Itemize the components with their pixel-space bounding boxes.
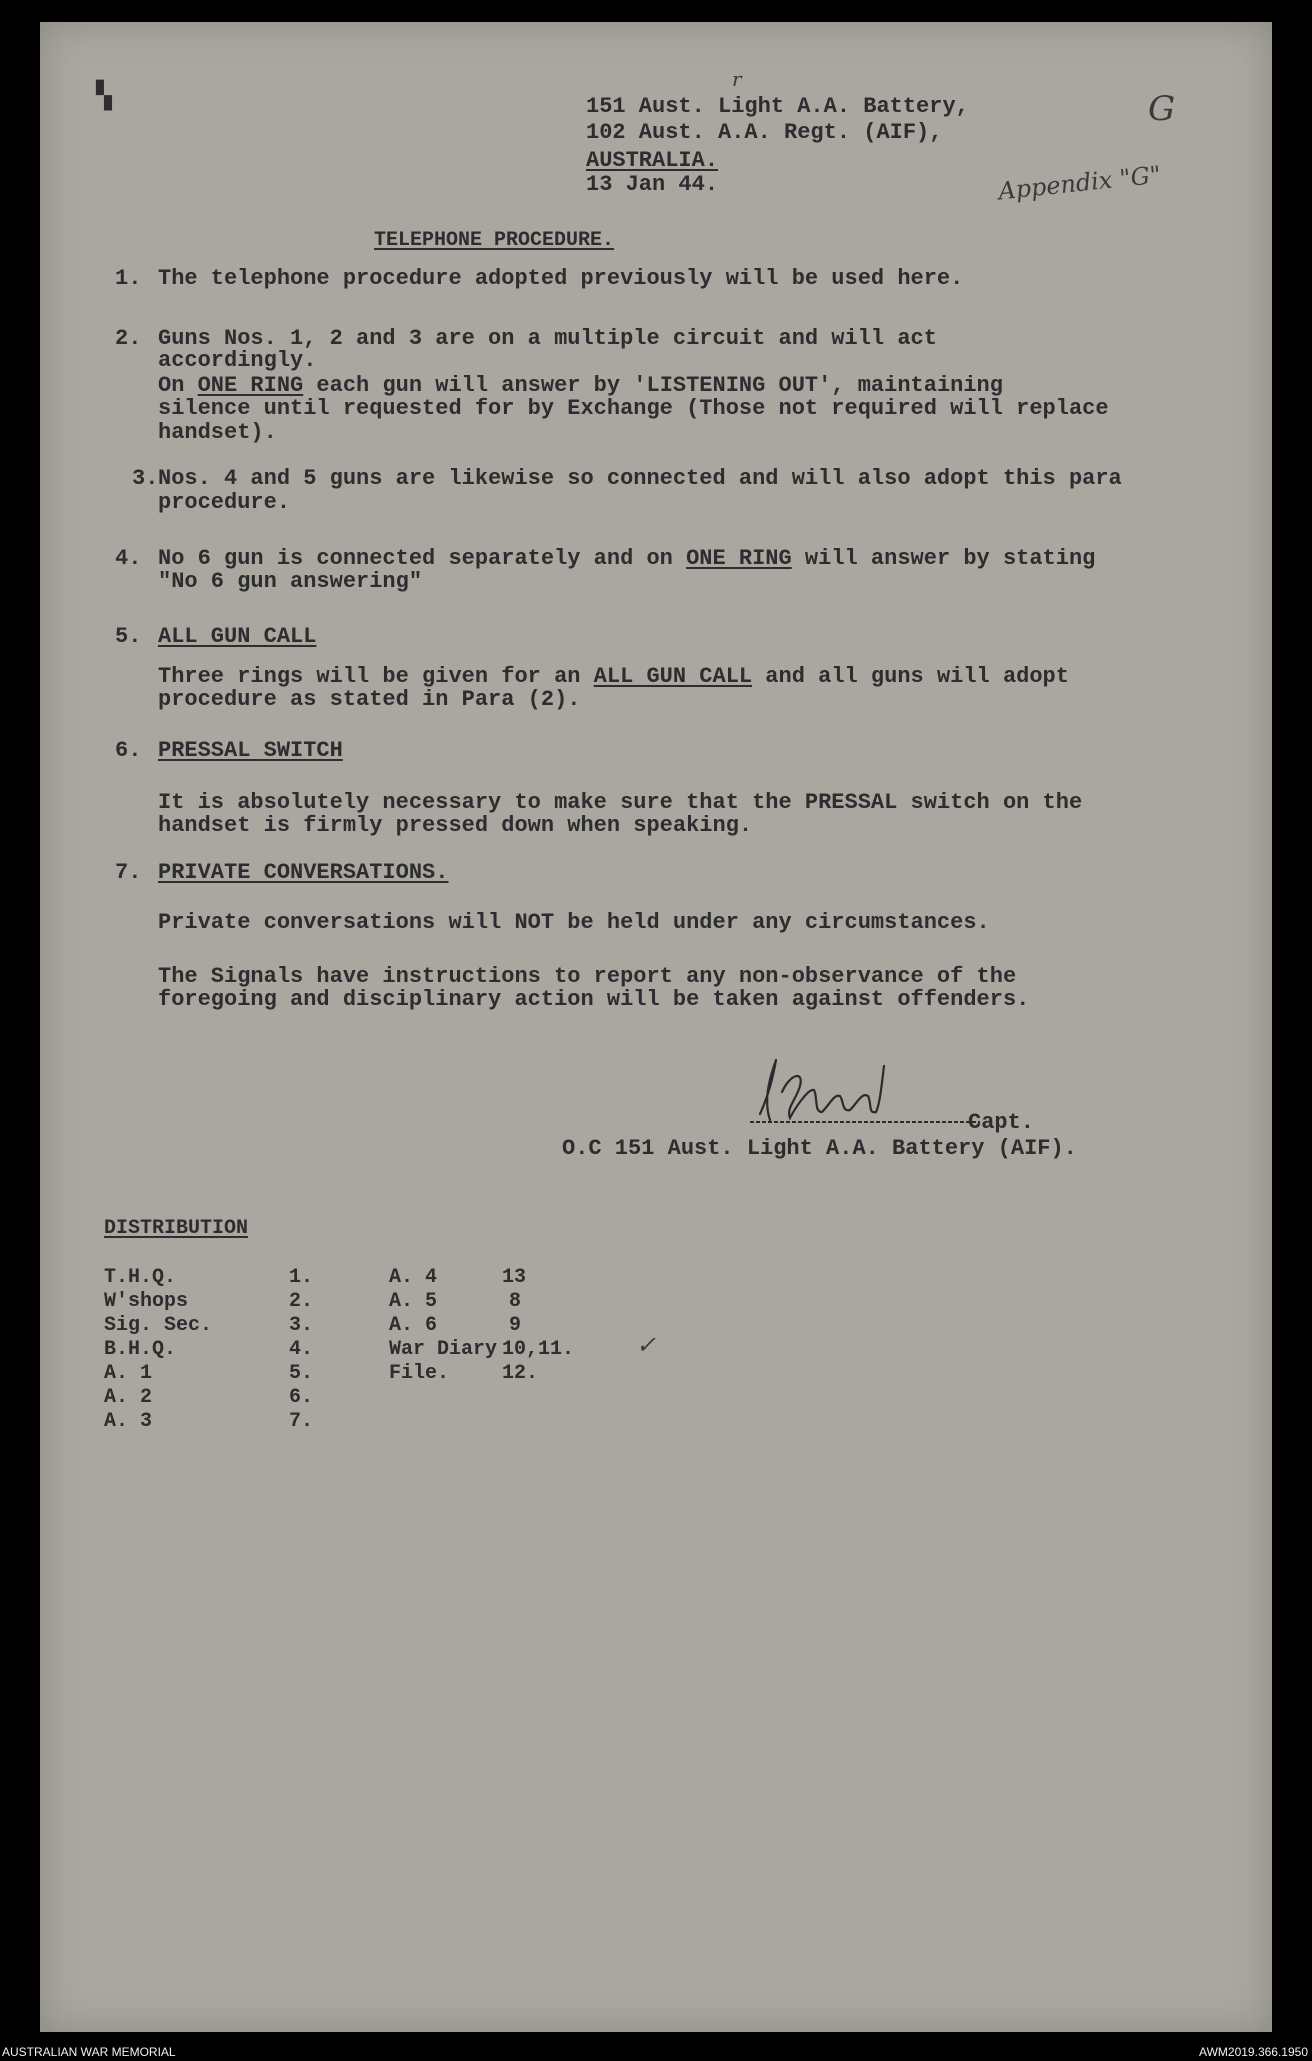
- header-unit-line: 151 Aust. Light A.A. Battery,: [586, 94, 969, 119]
- table-row: [104, 1338, 664, 1360]
- footer-institution: AUSTRALIAN WAR MEMORIAL: [2, 2045, 176, 2059]
- dist-recipient-2: File.: [389, 1362, 450, 1385]
- tick-mark: r: [732, 67, 742, 91]
- corner-mark: G: [1148, 89, 1176, 129]
- one-ring-term-2: ONE RING: [686, 546, 792, 571]
- table-row: [104, 1362, 664, 1384]
- table-row: [104, 1410, 664, 1432]
- distribution-title: DISTRIBUTION: [104, 1217, 249, 1240]
- appendix-annotation: Appendix "G": [996, 160, 1163, 206]
- para-5-line-1: [158, 666, 1069, 688]
- dist-copy-no-2: 9: [509, 1314, 522, 1337]
- dist-copy-no: 4.: [289, 1338, 314, 1361]
- para-2-line-1: Guns Nos. 1, 2 and 3 are on a multiple circuit and will act: [158, 326, 937, 351]
- para-4-line-1-post: will answer by stating: [791, 546, 1096, 571]
- signature: [730, 1052, 990, 1132]
- dist-copy-no: 3.: [289, 1314, 314, 1337]
- para-7-heading: PRIVATE CONVERSATIONS.: [158, 860, 449, 885]
- dist-recipient: A. 1: [104, 1362, 153, 1385]
- header-country-line: AUSTRALIA.: [586, 148, 719, 173]
- para-6-line-2: handset is firmly pressed down when speaking.: [158, 813, 753, 838]
- dist-recipient: B.H.Q.: [104, 1338, 177, 1361]
- para-5-line-2: procedure as stated in Para (2).: [158, 687, 581, 712]
- dist-copy-no-2: 10,11.: [502, 1338, 575, 1361]
- para-1-text: The telephone procedure adopted previously will be used here.: [158, 266, 964, 291]
- punch-mark: ▚: [96, 82, 112, 112]
- para-2-line-2: accordingly.: [158, 348, 317, 373]
- dist-recipient: T.H.Q.: [104, 1266, 177, 1289]
- para-5-number: 5.: [115, 624, 142, 649]
- para-4-line-1-pre: No 6 gun is connected separately and on: [158, 546, 687, 571]
- dist-copy-no-2: 8: [509, 1290, 522, 1313]
- para-3-line-1: Nos. 4 and 5 guns are likewise so connected and will also adopt this para: [158, 466, 1122, 491]
- para-3-line-2: procedure.: [158, 490, 291, 515]
- para-5-line-1-pre: Three rings will be given for an: [158, 664, 594, 689]
- dist-copy-no-2: 12.: [502, 1362, 539, 1385]
- table-row: [104, 1266, 664, 1288]
- para-2-line-3-pre: On: [158, 373, 198, 398]
- dist-copy-no: 7.: [289, 1410, 314, 1433]
- all-gun-call-term: ALL GUN CALL: [593, 664, 753, 689]
- dist-recipient-2: A. 6: [389, 1314, 438, 1337]
- dist-copy-no: 2.: [289, 1290, 314, 1313]
- para-3-number: 3.: [132, 466, 159, 491]
- header-regiment-line: 102 Aust. A.A. Regt. (AIF),: [586, 120, 943, 145]
- signature-office: O.C 151 Aust. Light A.A. Battery (AIF).: [562, 1136, 1077, 1161]
- para-7-line-1: Private conversations will NOT be held under any circumstances.: [158, 910, 990, 935]
- para-4-number: 4.: [115, 546, 142, 571]
- para-7-line-2: The Signals have instructions to report any non-observance of the: [158, 964, 1017, 989]
- para-2-line-3-post: each gun will answer by 'LISTENING OUT', maintaining: [303, 373, 1003, 398]
- dist-recipient: A. 3: [104, 1410, 153, 1433]
- distribution-table: [104, 1266, 664, 1466]
- footer-accession-number: AWM2019.366.1950: [1199, 2045, 1308, 2059]
- dist-recipient-2: A. 4: [389, 1266, 438, 1289]
- dist-copy-no: 5.: [289, 1362, 314, 1385]
- dist-copy-no-2: 13: [502, 1266, 527, 1289]
- table-row: [104, 1386, 664, 1408]
- header-date-line: 13 Jan 44.: [586, 172, 719, 197]
- para-5-line-1-post: and all guns will adopt: [752, 664, 1069, 689]
- table-row: [104, 1290, 664, 1312]
- dist-recipient: A. 2: [104, 1386, 153, 1409]
- para-7-number: 7.: [115, 860, 142, 885]
- check-mark: ✓: [636, 1331, 657, 1359]
- signature-rank: Capt.: [968, 1110, 1035, 1135]
- para-2-line-3: [158, 375, 1003, 397]
- dist-recipient-2: A. 5: [389, 1290, 438, 1313]
- para-2-number: 2.: [115, 326, 142, 351]
- para-4-line-2: "No 6 gun answering": [158, 569, 423, 594]
- para-4-line-1: [158, 548, 1095, 570]
- one-ring-term: ONE RING: [197, 373, 304, 398]
- dist-copy-no: 1.: [289, 1266, 314, 1289]
- para-7-line-3: foregoing and disciplinary action will be taken against offenders.: [158, 987, 1030, 1012]
- para-2-line-5: handset).: [158, 420, 277, 445]
- para-6-number: 6.: [115, 738, 142, 763]
- para-6-line-1: It is absolutely necessary to make sure that the PRESSAL switch on the: [158, 790, 1083, 815]
- para-5-heading: ALL GUN CALL: [158, 624, 317, 649]
- page-title: TELEPHONE PROCEDURE.: [374, 229, 615, 252]
- dist-copy-no: 6.: [289, 1386, 314, 1409]
- dist-recipient: Sig. Sec.: [104, 1314, 213, 1337]
- document-page: [40, 22, 1272, 2032]
- para-6-heading: PRESSAL SWITCH: [158, 738, 343, 763]
- dist-recipient-2: War Diary: [389, 1338, 498, 1361]
- dist-recipient: W'shops: [104, 1290, 189, 1313]
- para-1-number: 1.: [115, 266, 142, 291]
- para-2-line-4: silence until requested for by Exchange (Those not required will replace: [158, 396, 1109, 421]
- table-row: [104, 1314, 664, 1336]
